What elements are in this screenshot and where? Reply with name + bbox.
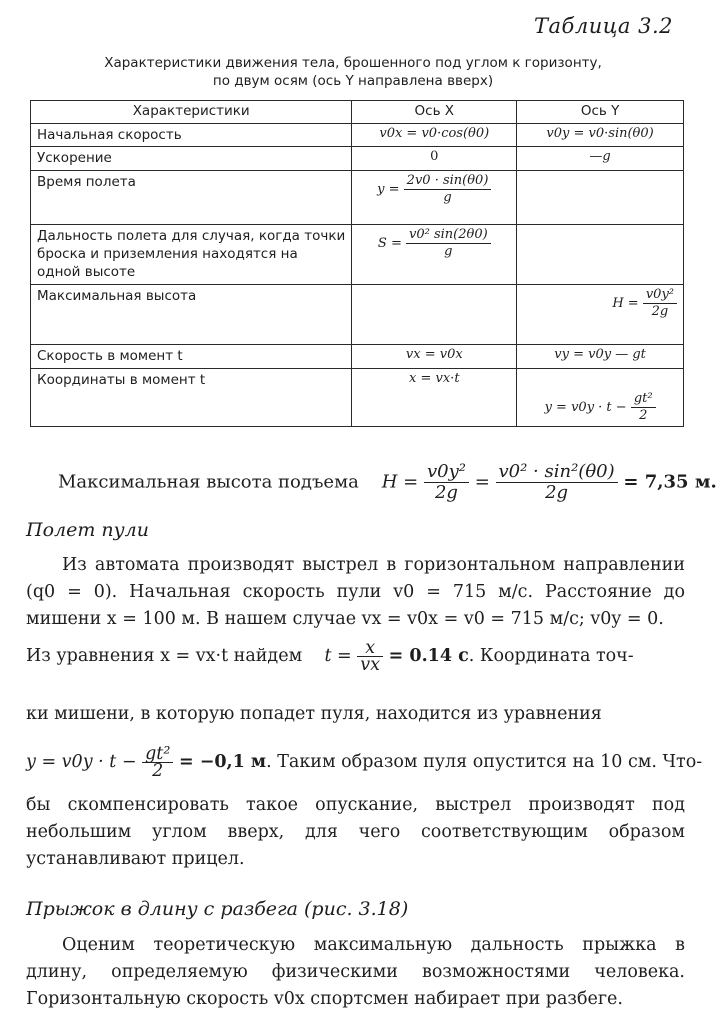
formula-cell: v0y = v0·sin(θ0) [517, 124, 684, 147]
formula-cell [517, 171, 684, 225]
formula-cell [352, 225, 517, 285]
fraction-denominator: vx [360, 655, 381, 675]
formula-lhs: y = v0y · t − [26, 752, 137, 772]
fraction-numerator: v0² sin(2θ0) [406, 227, 491, 244]
formula-cell [352, 285, 517, 345]
section-title-jump: Прыжок в длину с разбега (рис. 3.18) [26, 898, 409, 920]
header-axis-x: Ось X [352, 101, 517, 124]
formula-lhs: t = [324, 646, 352, 666]
fraction-numerator: v0² · sin²(θ0) [496, 462, 618, 483]
fraction [142, 746, 173, 779]
fraction-denominator: 2g [434, 482, 458, 503]
table-row [31, 124, 684, 147]
row-label: Дальность полета для случая, когда точки броска и приземления находятся на одной высоте [31, 225, 352, 285]
header-characteristics: Характеристики [31, 101, 352, 124]
formula-cell: v0x = v0·cos(θ0) [352, 124, 517, 147]
paragraph: Из автомата производят выстрел в горизонтальном направлении (q0 = 0). Начальная скорость пули v0 = 715 м/с. Расстояние до мишени x = 100 м. В нашем случае vx = v0x = v0 = 715 м/с; v0y = 0. [26, 555, 685, 629]
table-row [31, 147, 684, 171]
formula-lhs: S = [377, 236, 402, 251]
row-label: Координаты в момент t [31, 369, 352, 427]
row-label: Максимальная высота [31, 285, 352, 345]
caption-line-1: Характеристики движения тела, брошенного под углом к горизонту, [104, 55, 602, 71]
equation-line [26, 636, 685, 676]
table-number-label: Таблица 3.2 [534, 14, 673, 38]
formula-result: = −0,1 м [178, 752, 267, 772]
formula-lhs: H = [381, 471, 419, 493]
text-fragment: . Таким образом пуля опустится на 10 см. Что- [266, 752, 703, 772]
motion-characteristics-table [30, 100, 684, 427]
fraction [496, 462, 618, 503]
row-label: Ускорение [31, 147, 352, 171]
max-height-equation: Максимальная высота подъема H = $\frac{\text{v0y²}}{2g}$ = $\frac{\text{v0² · sin²(θ0)}}{2g}$ = 7,35 м. [58, 461, 717, 503]
max-height-result: = 7,35 м. [623, 471, 717, 493]
fraction [424, 462, 469, 503]
text-fragment: Из уравнения x = vx·t найдем [26, 646, 303, 666]
table-row [31, 285, 684, 345]
table-row [31, 225, 684, 285]
fraction [404, 173, 492, 206]
table-header-row [31, 101, 684, 124]
table-row [31, 345, 684, 369]
text-fragment: . Координата точ- [468, 646, 634, 666]
fraction [631, 391, 656, 424]
section-title-bullet: Полет пули [26, 519, 149, 541]
fraction [643, 287, 677, 320]
caption-line-2: по двум осям (ось Y направлена вверх) [212, 73, 494, 89]
paragraph-line: ки мишени, в которую попадет пуля, находится из уравнения [26, 704, 602, 724]
formula-result: = 0.14 с [388, 646, 469, 666]
formula-cell: 0 [352, 147, 517, 171]
fraction-numerator: v0y² [424, 462, 469, 483]
fraction-denominator: 2g [545, 482, 569, 503]
formula-cell [517, 369, 684, 427]
fraction-denominator: 2 [152, 761, 164, 781]
fraction-numerator: v0y² [643, 287, 677, 304]
formula-cell: —g [517, 147, 684, 171]
equation-line [26, 738, 703, 786]
table-row [31, 369, 684, 427]
formula-cell: vy = v0y — gt [517, 345, 684, 369]
fraction-numerator: x [357, 640, 383, 657]
row-label: Время полета [31, 171, 352, 225]
fraction-numerator: gt² [142, 746, 173, 763]
fraction-denominator: 2g [651, 304, 669, 319]
formula-cell: x = vx·t [352, 369, 517, 427]
fraction-numerator: gt² [631, 391, 656, 408]
row-label: Скорость в момент t [31, 345, 352, 369]
formula-cell [517, 285, 684, 345]
formula-lhs: H = [612, 296, 639, 311]
paragraph: Оценим теоретическую максимальную дальность прыжка в длину, определяемую физическими возможностями человека. Горизонтальную скорость v0x спортсмен набирает при разбеге. [26, 935, 685, 1009]
table-row [31, 171, 684, 225]
fraction [406, 227, 491, 260]
max-height-text: Максимальная высота подъема [58, 471, 359, 493]
fraction-denominator: g [443, 190, 452, 205]
formula-lhs: y = [377, 182, 400, 197]
paragraph: бы скомпенсировать такое опускание, выстрел производят под небольшим углом вверх, для чего соответствующим образом устанавливают прицел. [26, 795, 685, 869]
formula-cell [352, 171, 517, 225]
fraction-denominator: 2 [639, 408, 648, 423]
fraction-denominator: g [444, 244, 453, 259]
header-axis-y: Ось Y [517, 101, 684, 124]
table-caption [30, 54, 676, 90]
formula-lhs: y = v0y · t − [544, 400, 627, 415]
formula-cell: vx = v0x [352, 345, 517, 369]
fraction-numerator: 2v0 · sin(θ0) [404, 173, 492, 190]
fraction [357, 640, 383, 673]
formula-cell [517, 225, 684, 285]
row-label: Начальная скорость [31, 124, 352, 147]
